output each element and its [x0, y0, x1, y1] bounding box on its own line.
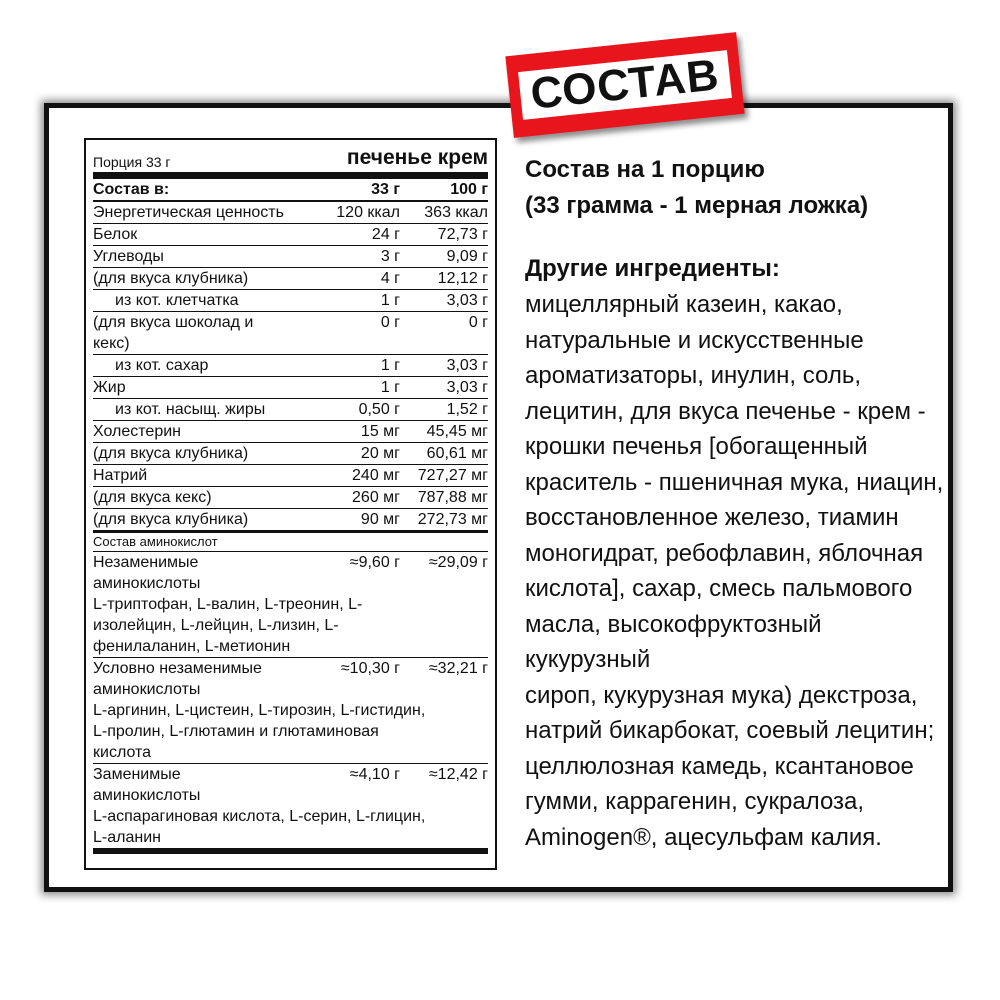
- nutrient-label: Жир: [93, 379, 126, 396]
- value-per-serving: 0 г: [380, 314, 400, 331]
- amino-group: [93, 552, 488, 658]
- serving-subheading: (33 грамма - 1 мерная ложка): [525, 192, 869, 219]
- amino-acid-list-line: L-аргинин, L-цистеин, L-тирозин, L-гистидин,: [93, 702, 426, 719]
- ingredients-line: гумми, каррагенин, сукралоза,: [525, 788, 865, 815]
- flavor-name: печенье крем: [346, 146, 488, 169]
- value-per-100g: 3,03 г: [446, 292, 488, 309]
- nutrient-row: [93, 399, 488, 421]
- nutrient-label: Белок: [93, 226, 138, 243]
- nutrient-row: [93, 509, 488, 533]
- nutrient-row: [93, 465, 488, 487]
- value-per-serving: [314, 333, 400, 354]
- amino-group-label-line: аминокислоты: [93, 681, 201, 698]
- nutrient-row: [93, 312, 488, 333]
- value-per-serving: 20 мг: [360, 445, 400, 462]
- nutrient-label: (для вкуса клубника): [93, 445, 249, 462]
- nutrient-row: [93, 246, 488, 268]
- ingredients-line: масла, высокофруктозный кукурузный: [525, 610, 822, 673]
- amino-group-label-line: аминокислоты: [93, 787, 201, 804]
- amino-section-title: Состав аминокислот: [93, 533, 488, 552]
- column-header-label: Состав в:: [93, 181, 170, 198]
- nutrient-row: [93, 268, 488, 290]
- ingredients-line: натуральные и искусственные: [525, 326, 864, 354]
- ingredients-line: Aminogen®, ацесульфам калия.: [525, 823, 882, 851]
- nutrient-label: (для вкуса шоколад и: [93, 314, 254, 331]
- nutrition-facts-table: [84, 138, 497, 870]
- amino-group-label-line: Условно незаменимые: [93, 660, 262, 677]
- nutrient-row: [93, 377, 488, 399]
- value-per-serving: 3 г: [380, 248, 400, 265]
- column-header-row: [93, 179, 488, 202]
- facts-header: [93, 146, 488, 179]
- amino-acid-list-line: фенилаланин, L-метионин: [93, 638, 291, 655]
- amino-value-per-100g: ≈29,09 г: [428, 554, 488, 571]
- value-per-serving: 240 мг: [352, 467, 400, 484]
- ingredients-line: целлюлозная камедь, ксантановое: [525, 752, 914, 780]
- nutrient-row: [93, 224, 488, 246]
- value-per-serving: 120 ккал: [336, 204, 400, 221]
- amino-group-label: [93, 552, 314, 594]
- amino-value-per-100g: ≈32,21 г: [428, 660, 488, 677]
- value-per-100g: [400, 333, 488, 354]
- value-per-100g: 787,88 мг: [417, 489, 488, 506]
- nutrient-label: Углеводы: [93, 248, 164, 265]
- nutrient-row: [93, 443, 488, 465]
- ingredients-line: мицеллярный казеин, какао,: [525, 291, 843, 318]
- ingredients-line: сироп, кукурузная мука) декстроза,: [525, 681, 918, 709]
- value-per-100g: 0 г: [468, 314, 488, 331]
- value-per-serving: 15 мг: [360, 423, 400, 440]
- value-per-serving: 1 г: [380, 292, 400, 309]
- value-per-serving: 260 мг: [352, 489, 400, 506]
- nutrient-label: из кот. сахар: [115, 357, 209, 374]
- nutrient-label: кекс): [93, 335, 130, 352]
- amino-value-per-serving: ≈9,60 г: [349, 554, 400, 571]
- nutrient-label: Натрий: [93, 467, 148, 484]
- amino-acid-list-line: L-триптофан, L-валин, L-треонин, L-: [93, 596, 363, 613]
- nutrient-rows: [93, 202, 488, 533]
- value-per-serving: 24 г: [371, 226, 400, 243]
- amino-acid-list-line: изолейцин, L-лейцин, L-лизин, L-: [93, 617, 339, 634]
- ingredients-line: лецитин, для вкуса печенье - крем -: [525, 397, 926, 425]
- portion-size: Порция 33 г: [93, 154, 171, 170]
- ingredients-line: натрий бикарбокат, соевый лецитин;: [525, 717, 935, 744]
- ingredients-line: моногидрат, ребофлавин, яблочная: [525, 539, 924, 567]
- amino-acid-list-line: L-пролин, L-глютамин и глютаминовая: [93, 723, 379, 740]
- value-per-100g: 727,27 мг: [417, 467, 488, 484]
- amino-group: [93, 658, 488, 764]
- ingredients-line: ароматизаторы, инулин, соль,: [525, 362, 861, 389]
- value-per-100g: 60,61 мг: [426, 445, 488, 462]
- amino-rows: [93, 552, 488, 854]
- ingredients-line: кислота], сахар, смесь пальмового: [525, 575, 913, 602]
- ingredients-line: краситель - пшеничная мука, ниацин,: [525, 468, 944, 496]
- amino-group-label: [93, 658, 314, 700]
- nutrient-row: [93, 421, 488, 443]
- value-per-serving: 0,50 г: [358, 401, 400, 418]
- value-per-serving: 4 г: [380, 270, 400, 287]
- value-per-serving: 1 г: [380, 379, 400, 396]
- nutrient-row: [93, 290, 488, 312]
- value-per-100g: 72,73 г: [437, 226, 488, 243]
- value-per-100g: 3,03 г: [446, 379, 488, 396]
- ingredients-panel: [525, 152, 945, 855]
- ingredients-line: крошки печенья [обогащенный: [525, 433, 868, 460]
- badge-label: СОСТАВ: [518, 50, 731, 120]
- nutrient-label: (для вкуса клубника): [93, 270, 249, 287]
- other-ingredients-heading: Другие ингредиенты:: [525, 255, 780, 282]
- value-per-100g: 12,12 г: [437, 270, 488, 287]
- column-header-100g: 100 г: [450, 181, 488, 198]
- nutrient-label: из кот. насыщ. жиры: [115, 401, 266, 418]
- amino-group-label-line: аминокислоты: [93, 575, 201, 592]
- value-per-100g: 3,03 г: [446, 357, 488, 374]
- amino-value-per-serving: ≈4,10 г: [349, 766, 400, 783]
- nutrient-row: [93, 487, 488, 509]
- value-per-100g: 363 ккал: [424, 204, 488, 221]
- amino-group-label: [93, 764, 314, 806]
- nutrient-row: [93, 202, 488, 224]
- nutrient-label: (для вкуса кекс): [93, 489, 212, 506]
- serving-heading: Состав на 1 порцию: [525, 156, 765, 183]
- nutrient-row: [93, 333, 488, 355]
- amino-group: [93, 764, 488, 854]
- amino-group-label-line: Незаменимые: [93, 554, 199, 571]
- amino-value-per-serving: ≈10,30 г: [340, 660, 400, 677]
- ingredients-text: [525, 287, 945, 855]
- value-per-serving: 90 мг: [360, 511, 400, 528]
- value-per-100g: 45,45 мг: [426, 423, 488, 440]
- nutrient-label: Холестерин: [93, 423, 181, 440]
- nutrient-row: [93, 355, 488, 377]
- value-per-100g: 272,73 мг: [417, 511, 488, 528]
- column-header-serving: 33 г: [371, 181, 400, 198]
- ingredients-line: восстановленное железо, тиамин: [525, 504, 899, 531]
- nutrient-label: из кот. клетчатка: [115, 292, 239, 309]
- value-per-100g: 9,09 г: [446, 248, 488, 265]
- amino-acid-list-line: L-аспарагиновая кислота, L-серин, L-глицин,: [93, 808, 426, 825]
- nutrient-label: Энергетическая ценность: [93, 204, 284, 221]
- nutrient-label: (для вкуса клубника): [93, 511, 249, 528]
- value-per-serving: 1 г: [380, 357, 400, 374]
- amino-value-per-100g: ≈12,42 г: [428, 766, 488, 783]
- value-per-100g: 1,52 г: [446, 401, 488, 418]
- amino-acid-list-line: кислота: [93, 744, 152, 761]
- amino-group-label-line: Заменимые: [93, 766, 181, 783]
- amino-acid-list-line: L-аланин: [93, 829, 161, 846]
